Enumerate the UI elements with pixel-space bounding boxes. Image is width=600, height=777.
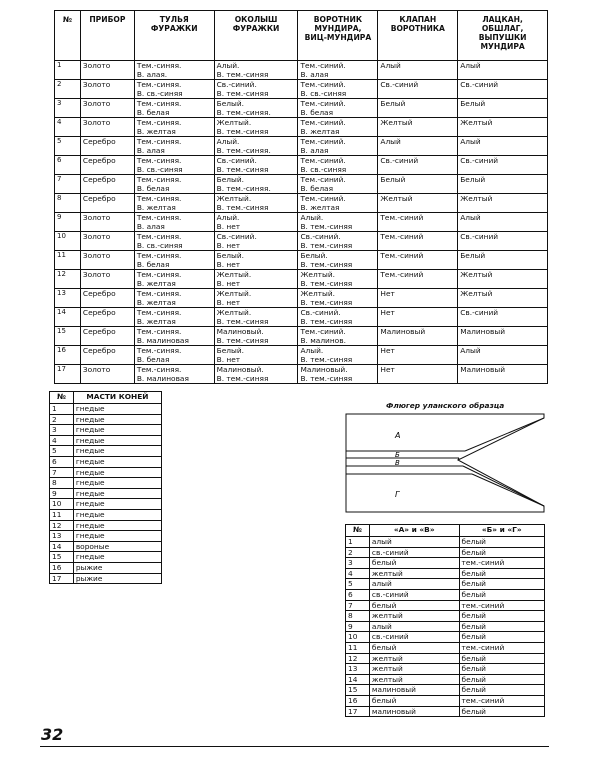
table-cell: св.-синий [369,589,459,600]
table-row [346,621,545,632]
column-header: «Б» и «Г» [459,525,544,537]
column-header: МАСТИ КОНЕЙ [73,392,161,404]
table-cell: желтый [369,653,459,664]
row-number: 10 [346,632,370,643]
table-cell: Св.-синий [458,232,548,251]
table-cell: Тем.-синяя. В. алая. [134,61,214,80]
table-cell: Тем.-синий. В. св.-синяя [298,80,378,99]
table-cell: Золото [80,99,134,118]
table-cell: Тем.-синяя. В. белая [134,175,214,194]
table-cell: белый [369,642,459,653]
table-cell: Желтый. В. нет [214,289,298,308]
row-number: 7 [50,467,74,478]
table-cell: белый [459,547,544,558]
table-cell: гнедые [73,414,161,425]
column-header: № [50,392,74,404]
row-number: 10 [55,232,81,251]
table-cell: Серебро [80,137,134,156]
table-cell: Тем.-синяя. В. желтая [134,194,214,213]
table-row [55,251,548,270]
table-row [50,520,162,531]
table-cell: Алый. В. тем.-синяя. [214,137,298,156]
table-cell: Желтый [458,270,548,289]
table-cell: желтый [369,611,459,622]
table-cell: желтый [369,664,459,675]
table-cell: рыжие [73,573,161,584]
table-row [50,552,162,563]
row-number: 16 [50,562,74,573]
table-row [55,232,548,251]
table-cell: Алый [458,61,548,80]
table-cell: Желтый [378,194,458,213]
table-cell: гнедые [73,531,161,542]
table-cell: Желтый [458,194,548,213]
row-number: 12 [50,520,74,531]
table-cell: Тем.-синяя. В. св.-синяя [134,156,214,175]
row-number: 9 [50,488,74,499]
table-row [55,308,548,327]
table-row [346,537,545,548]
table-cell: Тем.-синий. В. белая [298,99,378,118]
table-cell: Желтый. В. тем.-синяя [298,270,378,289]
table-row [346,642,545,653]
table-cell: Серебро [80,194,134,213]
table-cell: Тем.-синяя. В. алая [134,213,214,232]
combo-table-header-row [346,525,545,537]
table-cell: белый [369,558,459,569]
row-number: 15 [346,685,370,696]
table-cell: Нет [378,289,458,308]
column-header: ТУЛЬЯ ФУРАЖКИ [134,11,214,61]
uniform-table-body [55,61,548,384]
table-row [346,600,545,611]
table-cell: Алый [378,137,458,156]
table-row [346,664,545,675]
table-cell: Золото [80,213,134,232]
table-cell: Тем.-синяя. В. желтая [134,118,214,137]
table-cell: гнедые [73,499,161,510]
table-cell: Золото [80,251,134,270]
table-row [55,175,548,194]
horse-colors-table [49,391,162,584]
table-cell: Желтый [378,118,458,137]
table-cell: Тем.-синий. В. малинов. [298,327,378,346]
table-cell: Тем.-синий. В. алая [298,61,378,80]
table-cell: Тем.-синий [378,251,458,270]
flag-label-g: Г [395,490,400,499]
table-row [50,478,162,489]
table-cell: белый [459,537,544,548]
table-cell: Нет [378,365,458,384]
table-row [55,270,548,289]
table-cell: Тем.-синяя. В. желтая [134,270,214,289]
table-cell: Белый. В. нет [214,346,298,365]
table-row [55,194,548,213]
table-cell: Св.-синий [458,308,548,327]
table-cell: белый [459,653,544,664]
table-cell: св.-синий [369,547,459,558]
column-header: ВОРОТНИК МУНДИРА, ВИЦ-МУНДИРА [298,11,378,61]
row-number: 5 [50,446,74,457]
column-header: ОКОЛЫШ ФУРАЖКИ [214,11,298,61]
table-cell: Алый. В. тем.-синяя [298,213,378,232]
table-cell: Золото [80,232,134,251]
table-cell: Желтый. В. тем.-синяя [214,194,298,213]
table-cell: гнедые [73,425,161,436]
table-cell: Алый [458,137,548,156]
table-row [50,435,162,446]
table-row [55,365,548,384]
table-cell: Белый [378,175,458,194]
table-row [346,568,545,579]
table-row [346,674,545,685]
table-cell: Св.-синий. В. нет [214,232,298,251]
table-cell: Белый [458,99,548,118]
table-cell: Малиновый [458,365,548,384]
table-cell: белый [459,589,544,600]
table-row [50,562,162,573]
row-number: 7 [55,175,81,194]
horse-table-header-row [50,392,162,404]
table-row [55,156,548,175]
flag-label-v: В [395,459,400,467]
row-number: 6 [50,456,74,467]
table-row [50,573,162,584]
table-cell: белый [459,664,544,675]
table-cell: Тем.-синий. В. желтая [298,194,378,213]
row-number: 14 [50,541,74,552]
table-row [346,706,545,717]
pennant-outline [346,414,544,512]
table-cell: белый [459,611,544,622]
table-cell: Желтый. В. нет [214,270,298,289]
column-header: ПРИБОР [80,11,134,61]
table-cell: Св.-синий. В. тем.-синяя [298,308,378,327]
table-cell: Алый. В. тем.-синяя [298,346,378,365]
table-cell: Золото [80,61,134,80]
row-number: 4 [50,435,74,446]
row-number: 17 [346,706,370,717]
table-cell: гнедые [73,552,161,563]
horse-table-body [50,404,162,584]
uniform-colors-table [54,10,548,384]
table-cell: Тем.-синяя. В. малиновая [134,327,214,346]
table-cell: Алый. В. нет [214,213,298,232]
table-cell: Белый. В. тем.-синяя. [214,175,298,194]
table-cell: гнедые [73,456,161,467]
table-cell: алый [369,621,459,632]
row-number: 5 [55,137,81,156]
table-cell: белый [459,621,544,632]
table-cell: Св.-синий [378,80,458,99]
row-number: 1 [346,537,370,548]
table-cell: Золото [80,365,134,384]
table-cell: Малиновый [458,327,548,346]
table-cell: белый [459,674,544,685]
table-cell: Тем.-синяя. В. белая [134,251,214,270]
row-number: 17 [50,573,74,584]
row-number: 12 [55,270,81,289]
combo-table-body [346,537,545,717]
row-number: 13 [50,531,74,542]
table-cell: Серебро [80,175,134,194]
column-header: № [346,525,370,537]
row-number: 17 [55,365,81,384]
table-cell: Св.-синий. В. тем.-синяя [214,80,298,99]
table-cell: белый [459,706,544,717]
uniform-table-header-row [55,11,548,61]
table-row [50,414,162,425]
table-cell: Желтый [458,289,548,308]
table-cell: Св.-синий [458,156,548,175]
table-cell: Св.-синий. В. тем.-синяя [214,156,298,175]
row-number: 2 [55,80,81,99]
row-number: 8 [346,611,370,622]
table-cell: Золото [80,80,134,99]
row-number: 1 [50,404,74,415]
row-number: 11 [346,642,370,653]
table-cell: белый [369,600,459,611]
table-cell: Серебро [80,308,134,327]
table-cell: Малиновый. В. тем.-синяя [298,365,378,384]
table-cell: вороные [73,541,161,552]
table-cell: Алый [458,346,548,365]
table-cell: Тем.-синий. В. св.-синяя [298,156,378,175]
table-row [55,80,548,99]
table-cell: Белый [458,251,548,270]
table-cell: Св.-синий [458,80,548,99]
row-number: 2 [346,547,370,558]
stripe-line [465,418,544,451]
table-cell: Алый [378,61,458,80]
table-cell: гнедые [73,446,161,457]
table-cell: алый [369,537,459,548]
table-cell: Нет [378,308,458,327]
table-row [346,579,545,590]
flag-label-b: Б [395,451,400,459]
table-cell: Желтый. В. тем.-синяя [214,118,298,137]
row-number: 13 [346,664,370,675]
table-cell: Белый. В. нет [214,251,298,270]
table-cell: Тем.-синий. В. желтая [298,118,378,137]
table-cell: Алый. В. тем.-синяя [214,61,298,80]
table-cell: тем.-синий [459,642,544,653]
row-number: 1 [55,61,81,80]
table-cell: Тем.-синий. В. белая [298,175,378,194]
table-row [55,213,548,232]
table-cell: гнедые [73,435,161,446]
table-cell: Тем.-синий. В. алая [298,137,378,156]
table-row [346,558,545,569]
column-header: № [55,11,81,61]
row-number: 3 [346,558,370,569]
table-cell: Тем.-синяя. В. желтая [134,308,214,327]
table-cell: Малиновый. В. тем.-синяя [214,365,298,384]
table-cell: Св.-синий [378,156,458,175]
table-row [50,425,162,436]
column-header: КЛАПАН ВОРОТНИКА [378,11,458,61]
table-cell: гнедые [73,404,161,415]
table-cell: Св.-синий. В. тем.-синяя [298,232,378,251]
table-cell: желтый [369,674,459,685]
stripe-line [472,474,544,506]
table-row [346,653,545,664]
flag-title: Флюгер уланского образца [386,401,505,410]
table-cell: алый [369,579,459,590]
stripe-line [463,466,544,506]
table-cell: Нет [378,346,458,365]
row-number: 9 [55,213,81,232]
table-cell: Белый. В. тем.-синяя. [214,99,298,118]
row-number: 12 [346,653,370,664]
table-row [50,541,162,552]
table-row [50,488,162,499]
table-cell: гнедые [73,478,161,489]
column-header: «А» и «В» [369,525,459,537]
table-cell: рыжие [73,562,161,573]
table-cell: Белый. В. тем.-синяя [298,251,378,270]
table-cell: Тем.-синяя. В. желтая [134,289,214,308]
table-cell: тем.-синий [459,558,544,569]
table-cell: белый [459,685,544,696]
table-cell: Желтый [458,118,548,137]
row-number: 13 [55,289,81,308]
row-number: 5 [346,579,370,590]
table-cell: гнедые [73,509,161,520]
table-row [55,346,548,365]
row-number: 14 [55,308,81,327]
table-row [55,137,548,156]
table-cell: малиновый [369,706,459,717]
table-row [50,531,162,542]
table-cell: Тем.-синий [378,232,458,251]
flag-label-a: А [395,431,401,440]
table-row [50,467,162,478]
column-header: ЛАЦКАН, ОБШЛАГ, ВЫПУШКИ МУНДИРА [458,11,548,61]
table-row [55,289,548,308]
table-row [55,327,548,346]
table-cell: Тем.-синяя. В. алая [134,137,214,156]
table-cell: Малиновый [378,327,458,346]
table-row [55,61,548,80]
table-cell: белый [459,568,544,579]
table-cell: Тем.-синий [378,213,458,232]
table-row [50,499,162,510]
pennant-colors-table [345,524,545,717]
table-row [50,509,162,520]
row-number: 8 [55,194,81,213]
row-number: 6 [346,589,370,600]
table-cell: белый [369,695,459,706]
row-number: 3 [50,425,74,436]
table-cell: желтый [369,568,459,579]
table-cell: Тем.-синий [378,270,458,289]
table-row [346,685,545,696]
table-cell: Желтый. В. тем.-синяя [298,289,378,308]
table-cell: Алый [458,213,548,232]
table-cell: Золото [80,270,134,289]
table-cell: Желтый. В. тем.-синяя [214,308,298,327]
row-number: 16 [346,695,370,706]
table-cell: Серебро [80,346,134,365]
table-cell: Золото [80,118,134,137]
table-cell: св.-синий [369,632,459,643]
table-cell: белый [459,579,544,590]
row-number: 7 [346,600,370,611]
table-row [55,99,548,118]
row-number: 8 [50,478,74,489]
row-number: 9 [346,621,370,632]
table-cell: Тем.-синяя. В. белая [134,99,214,118]
row-number: 16 [55,346,81,365]
pennant-diagram [345,413,545,513]
table-row [55,118,548,137]
table-cell: гнедые [73,467,161,478]
table-cell: Тем.-синяя. В. белая [134,346,214,365]
row-number: 6 [55,156,81,175]
row-number: 11 [55,251,81,270]
page-number: 32 [41,725,64,744]
table-cell: тем.-синий [459,600,544,611]
row-number: 4 [346,568,370,579]
table-cell: Белый [378,99,458,118]
table-row [346,632,545,643]
table-cell: белый [459,632,544,643]
row-number: 15 [55,327,81,346]
table-row [346,611,545,622]
row-number: 4 [55,118,81,137]
table-row [50,446,162,457]
table-cell: гнедые [73,488,161,499]
table-cell: Тем.-синяя. В. св.-синяя [134,232,214,251]
table-cell: тем.-синий [459,695,544,706]
row-number: 10 [50,499,74,510]
table-row [50,404,162,415]
table-cell: Тем.-синяя. В. малиновая [134,365,214,384]
footer-divider [40,746,549,747]
table-cell: Серебро [80,289,134,308]
table-cell: Белый [458,175,548,194]
table-cell: Малиновый. В. тем.-синяя [214,327,298,346]
table-cell: Серебро [80,156,134,175]
row-number: 14 [346,674,370,685]
row-number: 11 [50,509,74,520]
table-cell: Тем.-синяя. В. св.-синяя [134,80,214,99]
row-number: 2 [50,414,74,425]
table-row [346,589,545,600]
table-row [50,456,162,467]
table-row [346,547,545,558]
table-cell: гнедые [73,520,161,531]
table-cell: Серебро [80,327,134,346]
table-cell: малиновый [369,685,459,696]
row-number: 15 [50,552,74,563]
row-number: 3 [55,99,81,118]
table-row [346,695,545,706]
